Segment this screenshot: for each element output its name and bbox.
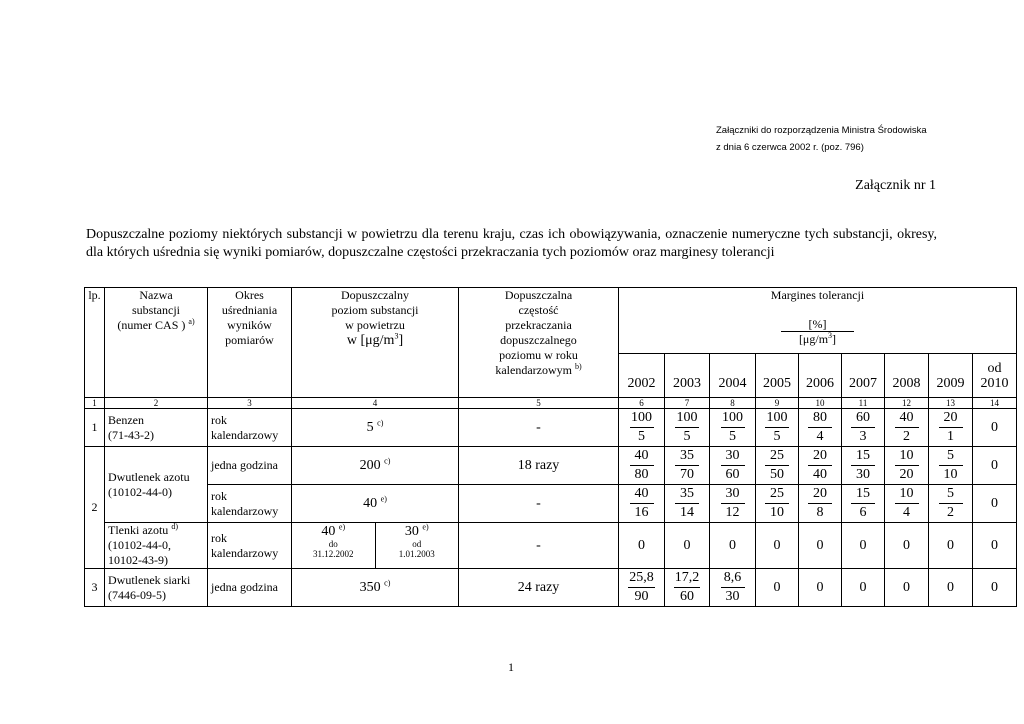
- margin-cell: $\frac{25}{10}$: [756, 485, 799, 523]
- table-row-benzene: [85, 409, 1017, 447]
- column-number: 14: [973, 398, 1017, 409]
- column-number: 8: [710, 398, 756, 409]
- margin-cell: $\frac{10}{4}$: [885, 485, 929, 523]
- margin-cell: $\frac{100}{5}$: [619, 409, 665, 447]
- margin-cell: $\frac{35}{14}$: [665, 485, 710, 523]
- margin-cell: 0: [756, 523, 799, 569]
- margin-cell-2010: 0: [973, 569, 1017, 607]
- column-number: 7: [665, 398, 710, 409]
- averaging-period: rok kalendarzowy: [208, 523, 292, 569]
- header-tolerance-margin: Margines tolerancji [%] $[\mu g/m^3]$: [619, 288, 1017, 354]
- column-number: 10: [799, 398, 842, 409]
- column-numbers-row: [85, 398, 1017, 409]
- annex-title: Załącznik nr 1: [855, 178, 936, 193]
- permissible-level: 350 $^{c)}$: [292, 569, 459, 607]
- averaging-period: jedna godzina: [208, 447, 292, 485]
- substance-name: Dwutlenek azotu (10102-44-0): [105, 447, 208, 523]
- year-2007: 2007: [842, 354, 885, 398]
- margin-cell: 0: [885, 569, 929, 607]
- row-lp: 2: [85, 447, 105, 569]
- margin-cell-2010: 0: [973, 523, 1017, 569]
- header-permissible-level: Dopuszczalny poziom substancji w powietrzu w $[\mu g/m^3]$: [292, 288, 459, 398]
- margin-cell: 0: [885, 523, 929, 569]
- margin-cell: 0: [665, 523, 710, 569]
- permissible-level: 40 $^{e)}$: [292, 485, 459, 523]
- margin-cell: $\frac{8,6}{30}$: [710, 569, 756, 607]
- header-substance-name: Nazwa substancji (numer CAS ) $^{a)}$: [105, 288, 208, 398]
- margin-cell: $\frac{40}{16}$: [619, 485, 665, 523]
- margin-cell: $\frac{40}{80}$: [619, 447, 665, 485]
- margin-cell: 0: [619, 523, 665, 569]
- year-2006: 2006: [799, 354, 842, 398]
- exceedance-frequency: -: [459, 485, 619, 523]
- exceedance-frequency: -: [459, 523, 619, 569]
- row-lp: 3: [85, 569, 105, 607]
- margin-cell: $\frac{100}{5}$: [756, 409, 799, 447]
- table-description: Dopuszczalne poziomy niektórych substancji w powietrzu dla terenu kraju, czas ich obowiązywania, oznaczenie numeryczne tych substancji, okresy, dla których uśrednia się wyniki pomiarów, dopuszczalne częstości przekraczania tych poziomów oraz marginesy tolerancji: [86, 227, 937, 260]
- column-number: 13: [929, 398, 973, 409]
- margin-cell: $\frac{5}{2}$: [929, 485, 973, 523]
- exceedance-frequency: 24 razy: [459, 569, 619, 607]
- column-number: 11: [842, 398, 885, 409]
- column-number: 9: [756, 398, 799, 409]
- substance-name: Tlenki azotu $^{d)}$ (10102-44-0, 10102-43-9): [105, 523, 208, 569]
- margin-cell: $\frac{40}{2}$: [885, 409, 929, 447]
- margin-cell: $\frac{100}{5}$: [665, 409, 710, 447]
- year-2002: 2002: [619, 354, 665, 398]
- margin-cell: $\frac{20}{1}$: [929, 409, 973, 447]
- margin-cell: 0: [710, 523, 756, 569]
- column-number: 6: [619, 398, 665, 409]
- substance-name: Dwutlenek siarki (7446-09-5): [105, 569, 208, 607]
- margin-cell: $\frac{20}{40}$: [799, 447, 842, 485]
- margin-cell-2010: 0: [973, 409, 1017, 447]
- column-number: 4: [292, 398, 459, 409]
- column-number: 12: [885, 398, 929, 409]
- permissible-level-split: [292, 523, 459, 569]
- margin-cell: 0: [842, 523, 885, 569]
- year-2003: 2003: [665, 354, 710, 398]
- year-2005: 2005: [756, 354, 799, 398]
- table-row-nox: [85, 523, 1017, 569]
- column-number: 1: [85, 398, 105, 409]
- exceedance-frequency: -: [459, 409, 619, 447]
- averaging-period: rok kalendarzowy: [208, 409, 292, 447]
- margin-cell: $\frac{10}{20}$: [885, 447, 929, 485]
- year-2008: 2008: [885, 354, 929, 398]
- margin-cell: 0: [799, 569, 842, 607]
- margin-cell: $\frac{5}{10}$: [929, 447, 973, 485]
- margin-cell: $\frac{35}{70}$: [665, 447, 710, 485]
- margin-cell: $\frac{30}{12}$: [710, 485, 756, 523]
- pollutant-limits-table: [84, 287, 1017, 607]
- year-2004: 2004: [710, 354, 756, 398]
- header-exceedance-frequency: Dopuszczalna częstość przekraczania dopuszczalnego poziomu w roku kalendarzowym $^{b)}$: [459, 288, 619, 398]
- level-from-2003: 30 $^{e)}$ od 1.01.2003: [398, 522, 435, 559]
- margin-cell: $\frac{15}{6}$: [842, 485, 885, 523]
- margin-cell: $\frac{20}{8}$: [799, 485, 842, 523]
- margin-cell: $\frac{60}{3}$: [842, 409, 885, 447]
- substance-name: Benzen (71-43-2): [105, 409, 208, 447]
- table-row-no2-year: [85, 485, 1017, 523]
- margin-cell: 0: [929, 523, 973, 569]
- year-from-2010: od 2010: [973, 354, 1017, 398]
- margin-cell-2010: 0: [973, 485, 1017, 523]
- page-number: 1: [508, 660, 514, 674]
- margin-cell-2010: 0: [973, 447, 1017, 485]
- permissible-level: 200 $^{c)}$: [292, 447, 459, 485]
- exceedance-frequency: 18 razy: [459, 447, 619, 485]
- row-lp: 1: [85, 409, 105, 447]
- column-number: 3: [208, 398, 292, 409]
- table-row-no2-hour: [85, 447, 1017, 485]
- averaging-period: rok kalendarzowy: [208, 485, 292, 523]
- permissible-level: 5 $^{c)}$: [292, 409, 459, 447]
- margin-cell: 0: [799, 523, 842, 569]
- margin-cell: $\frac{25}{50}$: [756, 447, 799, 485]
- margin-cell: $\frac{25,8}{90}$: [619, 569, 665, 607]
- column-number: 2: [105, 398, 208, 409]
- header-averaging-period: Okres uśredniania wyników pomiarów: [208, 288, 292, 398]
- header-lp: lp.: [85, 288, 105, 398]
- year-2009: 2009: [929, 354, 973, 398]
- regulation-reference: Załączniki do rozporządzenia Ministra Środowiska: [716, 125, 927, 136]
- averaging-period: jedna godzina: [208, 569, 292, 607]
- margin-cell: 0: [929, 569, 973, 607]
- margin-cell: $\frac{17,2}{60}$: [665, 569, 710, 607]
- margin-cell: $\frac{30}{60}$: [710, 447, 756, 485]
- margin-cell: 0: [756, 569, 799, 607]
- table-row-so2: [85, 569, 1017, 607]
- level-until-2002: 40 $^{e)}$ do 31.12.2002: [292, 523, 376, 568]
- margin-cell: $\frac{100}{5}$: [710, 409, 756, 447]
- margin-cell: 0: [842, 569, 885, 607]
- column-number: 5: [459, 398, 619, 409]
- margin-cell: $\frac{15}{30}$: [842, 447, 885, 485]
- regulation-date: z dnia 6 czerwca 2002 r. (poz. 796): [716, 142, 864, 153]
- margin-cell: $\frac{80}{4}$: [799, 409, 842, 447]
